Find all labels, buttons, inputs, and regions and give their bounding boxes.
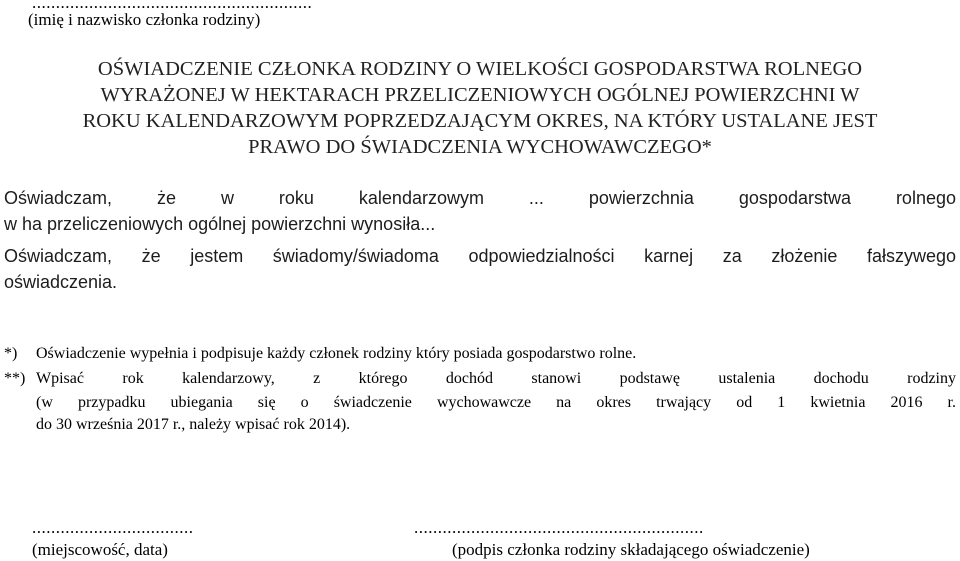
statement-line-3: Oświadczam, że jestem świadomy/świadoma odpowiedzialności karnej za złożenie fałszywego (4, 246, 956, 266)
statement-line-1: Oświadczam, że w roku kalendarzowym ... powierzchnia gospodarstwa rolnego (4, 188, 956, 208)
title-line-2: WYRAŻONEJ W HEKTARACH PRZELICZENIOWYCH OGÓLNEJ POWIERZCHNI W (100, 84, 860, 106)
footnote-2-line-3: do 30 września 2017 r., należy wpisać rok 2014). (36, 416, 351, 433)
statement-line-2: w ha przeliczeniowych ogólnej powierzchni wynosiła... (4, 214, 436, 234)
name-caption: (imię i nazwisko członka rodziny) (28, 10, 261, 29)
title-line-1: OŚWIADCZENIE CZŁONKA RODZINY O WIELKOŚCI GOSPODARSTWA ROLNEGO (97, 58, 863, 80)
footnote-2-marker: **) (4, 370, 26, 387)
place-date-caption: (miejscowość, data) (32, 540, 168, 559)
footnote-2-line-2: (w przypadku ubiegania się o świadczenie wychowawcze na okres trwający od 1 kwietnia 2016 r. (36, 394, 956, 411)
footnote-2-line-1: Wpisać rok kalendarzowy, z którego dochód stanowi podstawę ustalenia dochodu rodziny (36, 370, 956, 387)
footnote-1-marker: *) (4, 345, 18, 362)
signature-fill-line: ............................................................. (414, 518, 704, 537)
title-line-3: ROKU KALENDARZOWYM POPRZEDZAJĄCYM OKRES, NA KTÓRY USTALANE JEST (82, 110, 878, 132)
title-line-4: PRAWO DO ŚWIADCZENIA WYCHOWAWCZEGO* (248, 136, 712, 158)
document-title (0, 56, 960, 160)
name-fill-line: ........................................................... (32, 0, 313, 12)
footnote-1-text: Oświadczenie wypełnia i podpisuje każdy członek rodziny który posiada gospodarstwo rolne. (36, 345, 637, 362)
statement-line-4: oświadczenia. (4, 272, 118, 292)
place-date-fill-line: .................................. (32, 518, 194, 537)
signature-caption: (podpis członka rodziny składającego oświadczenie) (452, 540, 810, 559)
